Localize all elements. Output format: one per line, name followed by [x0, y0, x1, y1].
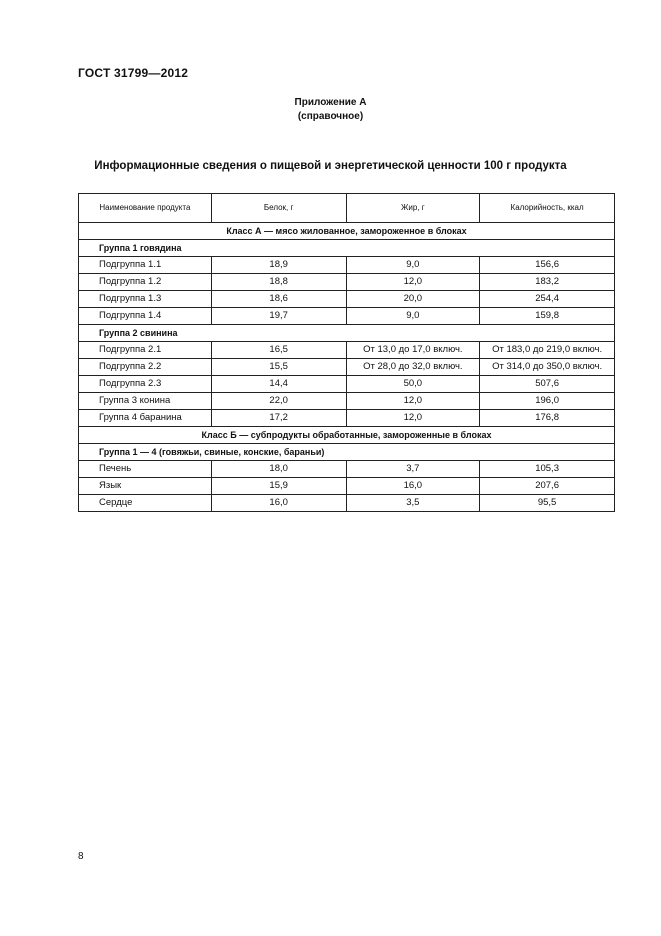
group-b-label: Группа 1 — 4 (говяжьи, свиные, конские, бараньи) [79, 444, 615, 461]
appendix-subtitle: (справочное) [297, 111, 364, 122]
calories-value: От 183,0 до 219,0 включ. [480, 342, 615, 359]
product-name: Подгруппа 1.3 [79, 291, 212, 308]
table-row [79, 359, 615, 376]
appendix-title: Приложение А [294, 97, 367, 108]
protein-value: 14,4 [211, 376, 346, 393]
group-b-row [79, 444, 615, 461]
protein-value: 18,6 [211, 291, 346, 308]
fat-value: 20,0 [346, 291, 480, 308]
product-name: Подгруппа 1.2 [79, 274, 212, 291]
column-header-protein: Белок, г [211, 194, 346, 223]
product-name: Подгруппа 2.3 [79, 376, 212, 393]
calories-value: 507,6 [480, 376, 615, 393]
group-2-label: Группа 2 свинина [79, 325, 615, 342]
calories-value: 254,4 [480, 291, 615, 308]
table-row [79, 495, 615, 512]
protein-value: 16,5 [211, 342, 346, 359]
column-header-product: Наименование продукта [79, 194, 212, 223]
page-number: 8 [78, 851, 84, 862]
table-row [79, 478, 615, 495]
fat-value: 12,0 [346, 393, 480, 410]
class-a-label: Класс А — мясо жилованное, замороженное в блоках [79, 223, 615, 240]
calories-value: 95,5 [480, 495, 615, 512]
fat-value: 9,0 [346, 257, 480, 274]
fat-value: 16,0 [346, 478, 480, 495]
column-header-calories: Калорийность, ккал [480, 194, 615, 223]
document-code: ГОСТ 31799—2012 [78, 66, 189, 80]
fat-value: От 28,0 до 32,0 включ. [346, 359, 480, 376]
fat-value: 12,0 [346, 274, 480, 291]
product-name: Группа 4 баранина [79, 410, 212, 427]
table-row [79, 461, 615, 478]
calories-value: 196,0 [480, 393, 615, 410]
fat-value: 12,0 [346, 410, 480, 427]
fat-value: 9,0 [346, 308, 480, 325]
product-name: Язык [79, 478, 212, 495]
protein-value: 16,0 [211, 495, 346, 512]
product-name: Печень [79, 461, 212, 478]
protein-value: 15,9 [211, 478, 346, 495]
protein-value: 18,9 [211, 257, 346, 274]
fat-value: 3,7 [346, 461, 480, 478]
table-title: Информационные сведения о пищевой и энергетической ценности 100 г продукта [94, 160, 567, 172]
calories-value: 183,2 [480, 274, 615, 291]
table-row [79, 274, 615, 291]
table-row [79, 410, 615, 427]
class-a-row [79, 223, 615, 240]
table-row [79, 342, 615, 359]
product-name: Подгруппа 2.1 [79, 342, 212, 359]
group-2-row [79, 325, 615, 342]
appendix-heading [0, 96, 661, 124]
calories-value: 159,8 [480, 308, 615, 325]
table-row [79, 291, 615, 308]
table-row [79, 376, 615, 393]
table-row [79, 257, 615, 274]
class-b-row [79, 427, 615, 444]
fat-value: 3,5 [346, 495, 480, 512]
product-name: Подгруппа 1.1 [79, 257, 212, 274]
group-1-label: Группа 1 говядина [79, 240, 615, 257]
table-row [79, 393, 615, 410]
product-name: Сердце [79, 495, 212, 512]
product-name: Группа 3 конина [79, 393, 212, 410]
group-1-row [79, 240, 615, 257]
protein-value: 22,0 [211, 393, 346, 410]
calories-value: 156,6 [480, 257, 615, 274]
nutrition-table [78, 193, 615, 512]
protein-value: 15,5 [211, 359, 346, 376]
fat-value: От 13,0 до 17,0 включ. [346, 342, 480, 359]
fat-value: 50,0 [346, 376, 480, 393]
calories-value: 105,3 [480, 461, 615, 478]
protein-value: 19,7 [211, 308, 346, 325]
product-name: Подгруппа 1.4 [79, 308, 212, 325]
product-name: Подгруппа 2.2 [79, 359, 212, 376]
protein-value: 18,8 [211, 274, 346, 291]
protein-value: 18,0 [211, 461, 346, 478]
calories-value: 176,8 [480, 410, 615, 427]
calories-value: От 314,0 до 350,0 включ. [480, 359, 615, 376]
calories-value: 207,6 [480, 478, 615, 495]
column-header-fat: Жир, г [346, 194, 480, 223]
table-header-row [79, 194, 615, 223]
class-b-label: Класс Б — субпродукты обработанные, замороженные в блоках [79, 427, 615, 444]
protein-value: 17,2 [211, 410, 346, 427]
table-row [79, 308, 615, 325]
